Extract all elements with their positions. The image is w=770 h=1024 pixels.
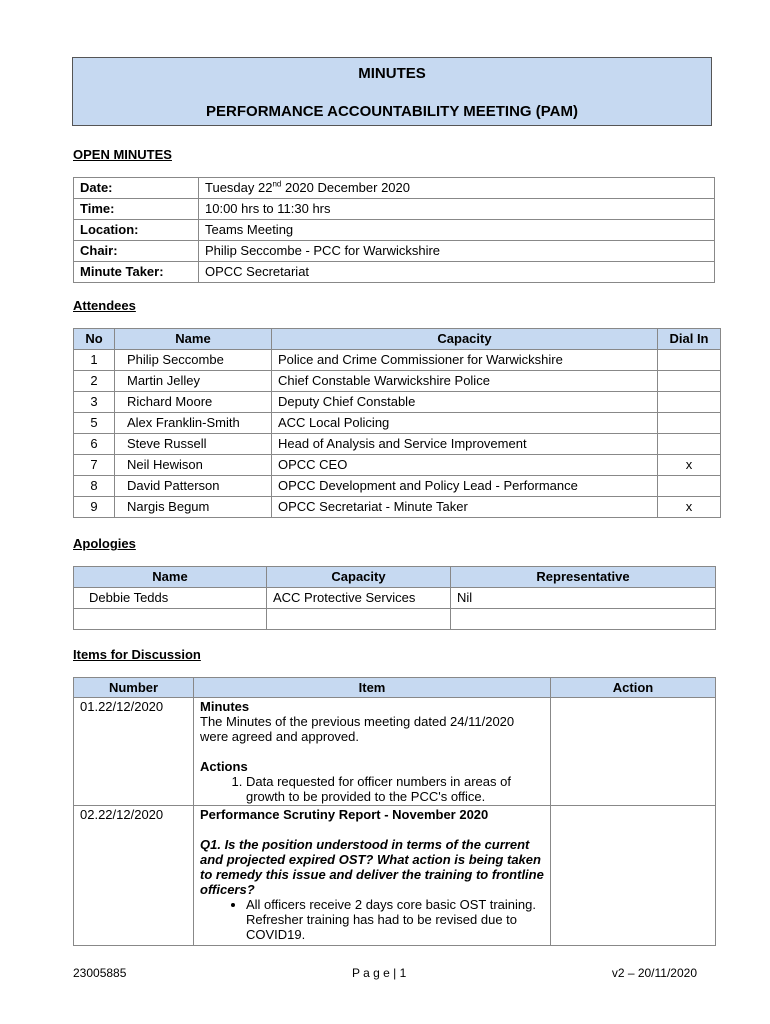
attendee-name: Neil Hewison xyxy=(115,455,272,476)
minute-taker-label: Minute Taker: xyxy=(74,262,199,283)
item-text: The Minutes of the previous meeting dated 24/11/2020 were agreed and approved. xyxy=(200,714,515,744)
item-action xyxy=(551,698,716,806)
table-row xyxy=(74,609,716,630)
column-header: Number xyxy=(74,678,194,698)
items-table xyxy=(73,677,716,946)
items-heading: Items for Discussion xyxy=(73,647,201,662)
minute-taker-value: OPCC Secretariat xyxy=(199,262,715,283)
column-header: No xyxy=(74,329,115,350)
apologies-heading: Apologies xyxy=(73,536,136,551)
table-header-row xyxy=(74,567,716,588)
list-item: 1. Data requested for officer numbers in areas of growth to be provided to the PCC's office. xyxy=(246,774,544,804)
item-number: 01.22/12/2020 xyxy=(74,698,194,806)
apology-name: Debbie Tedds xyxy=(74,588,267,609)
table-row xyxy=(74,497,721,518)
attendee-name: Steve Russell xyxy=(115,434,272,455)
attendee-name: Philip Seccombe xyxy=(115,350,272,371)
apology-representative: Nil xyxy=(451,588,716,609)
table-row xyxy=(74,262,715,283)
document-subtitle: PERFORMANCE ACCOUNTABILITY MEETING (PAM) xyxy=(206,103,578,120)
attendee-no: 8 xyxy=(74,476,115,497)
meeting-details-table xyxy=(73,177,715,283)
table-row xyxy=(74,698,716,806)
column-header: Item xyxy=(194,678,551,698)
attendee-dial-in xyxy=(658,371,721,392)
attendee-no: 6 xyxy=(74,434,115,455)
table-row xyxy=(74,199,715,220)
chair-value: Philip Seccombe - PCC for Warwickshire xyxy=(199,241,715,262)
attendee-capacity: OPCC Development and Policy Lead - Performance xyxy=(272,476,658,497)
location-label: Location: xyxy=(74,220,199,241)
table-row xyxy=(74,371,721,392)
actions-heading: Actions xyxy=(200,759,248,774)
table-row xyxy=(74,588,716,609)
table-row xyxy=(74,220,715,241)
attendee-capacity: Police and Crime Commissioner for Warwickshire xyxy=(272,350,658,371)
attendee-dial-in xyxy=(658,350,721,371)
attendee-dial-in: x xyxy=(658,497,721,518)
attendee-dial-in: x xyxy=(658,455,721,476)
item-heading: Minutes xyxy=(200,699,250,714)
attendee-capacity: OPCC Secretariat - Minute Taker xyxy=(272,497,658,518)
footer-page-number: P a g e | 1 xyxy=(352,966,407,980)
document-header xyxy=(72,57,712,126)
actions-list xyxy=(200,774,544,804)
table-row xyxy=(74,178,715,199)
attendee-no: 9 xyxy=(74,497,115,518)
list-item: • All officers receive 2 days core basic OST training. Refresher training has had to be revised due to COVID19. xyxy=(246,897,544,942)
attendee-no: 2 xyxy=(74,371,115,392)
apology-capacity: ACC Protective Services xyxy=(267,588,451,609)
column-header: Name xyxy=(74,567,267,588)
table-row xyxy=(74,806,716,946)
item-question: Q1. Is the position understood in terms of the current and projected expired OST? What action is being taken to remedy this issue and deliver the training to frontline officers? xyxy=(200,837,544,897)
table-row xyxy=(74,392,721,413)
document-title: MINUTES xyxy=(358,65,426,82)
chair-label: Chair: xyxy=(74,241,199,262)
date-label: Date: xyxy=(74,178,199,199)
table-row xyxy=(74,350,721,371)
time-value: 10:00 hrs to 11:30 hrs xyxy=(199,199,715,220)
column-header: Dial In xyxy=(658,329,721,350)
attendee-no: 7 xyxy=(74,455,115,476)
attendee-capacity: Chief Constable Warwickshire Police xyxy=(272,371,658,392)
table-row xyxy=(74,434,721,455)
table-row xyxy=(74,476,721,497)
attendee-capacity: OPCC CEO xyxy=(272,455,658,476)
column-header: Capacity xyxy=(272,329,658,350)
table-header-row xyxy=(74,329,721,350)
empty-cell xyxy=(451,609,716,630)
item-number: 02.22/12/2020 xyxy=(74,806,194,946)
table-row xyxy=(74,241,715,262)
empty-cell xyxy=(74,609,267,630)
open-minutes-heading: OPEN MINUTES xyxy=(73,147,172,162)
attendee-name: Nargis Begum xyxy=(115,497,272,518)
item-content xyxy=(194,806,551,946)
time-label: Time: xyxy=(74,199,199,220)
footer-version: v2 – 20/11/2020 xyxy=(611,966,697,980)
item-heading: Performance Scrutiny Report - November 2020 xyxy=(200,807,489,822)
apologies-table xyxy=(73,566,716,630)
column-header: Representative xyxy=(451,567,716,588)
attendee-dial-in xyxy=(658,434,721,455)
attendee-name: Richard Moore xyxy=(115,392,272,413)
location-value: Teams Meeting xyxy=(199,220,715,241)
attendee-name: Alex Franklin-Smith xyxy=(115,413,272,434)
attendee-dial-in xyxy=(658,392,721,413)
attendees-heading: Attendees xyxy=(73,298,136,313)
item-action xyxy=(551,806,716,946)
empty-cell xyxy=(267,609,451,630)
attendee-no: 5 xyxy=(74,413,115,434)
attendee-capacity: ACC Local Policing xyxy=(272,413,658,434)
attendees-table xyxy=(73,328,721,518)
table-header-row xyxy=(74,678,716,698)
table-row xyxy=(74,413,721,434)
column-header: Action xyxy=(551,678,716,698)
attendee-capacity: Head of Analysis and Service Improvement xyxy=(272,434,658,455)
bullet-list xyxy=(200,897,544,942)
attendee-no: 3 xyxy=(74,392,115,413)
attendee-capacity: Deputy Chief Constable xyxy=(272,392,658,413)
attendee-name: Martin Jelley xyxy=(115,371,272,392)
item-content xyxy=(194,698,551,806)
attendee-name: David Patterson xyxy=(115,476,272,497)
attendee-dial-in xyxy=(658,413,721,434)
footer-doc-number: 23005885 xyxy=(73,966,127,980)
column-header: Capacity xyxy=(267,567,451,588)
table-row xyxy=(74,455,721,476)
attendee-no: 1 xyxy=(74,350,115,371)
attendee-dial-in xyxy=(658,476,721,497)
column-header: Name xyxy=(115,329,272,350)
date-value: Tuesday 22nd 2020 December 2020 xyxy=(199,178,715,199)
